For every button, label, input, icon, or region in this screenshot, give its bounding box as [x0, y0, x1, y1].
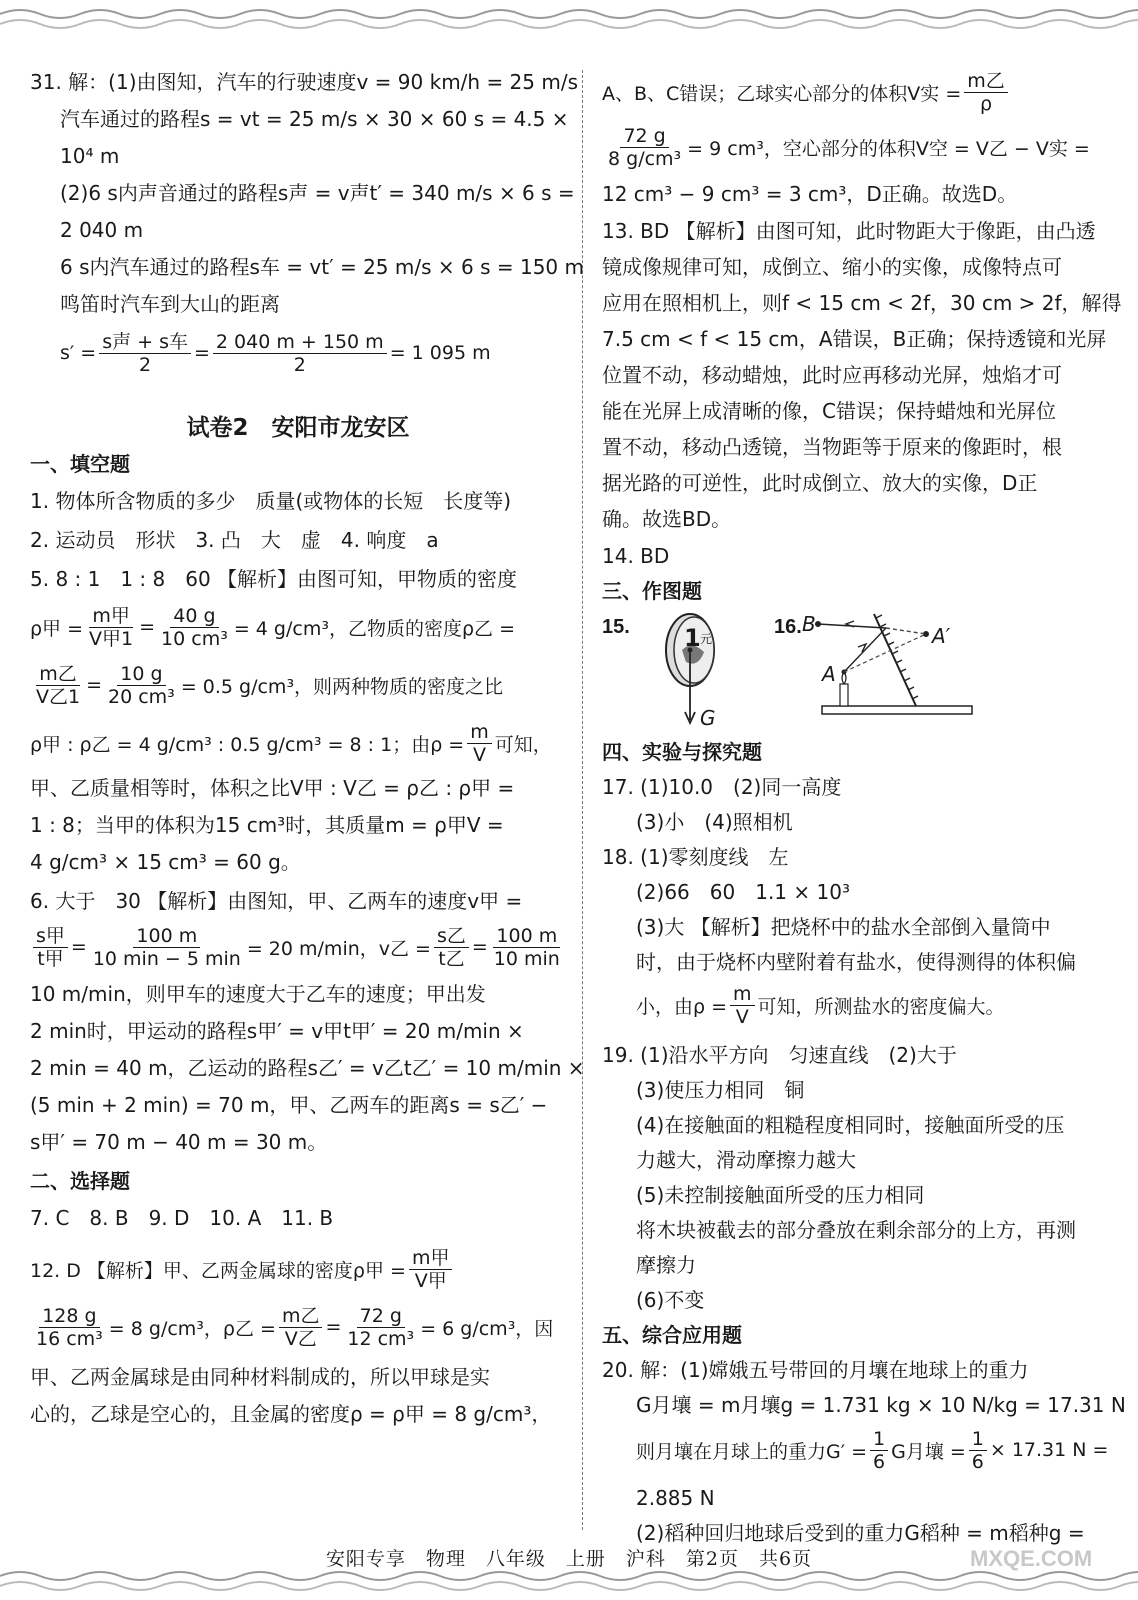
q18-line-2: (2)66 60 1.1 × 10³	[636, 880, 850, 904]
gravity-label: G	[700, 706, 716, 730]
page-footer: 安阳专享 物理 八年级 上册 沪科 第2页 共6页	[325, 1548, 813, 1570]
fraction: m乙 ρ	[964, 70, 1008, 115]
fraction: $\frac{m}{V}$	[467, 721, 492, 766]
q31-line-2: 汽车通过的路程s = vt = 25 m/s × 30 × 60 s = 4.5 ×	[60, 107, 569, 131]
bottom-wave-border	[0, 1564, 1138, 1598]
fraction: $\frac{1}{6}$	[969, 1428, 987, 1473]
q5-formula-3: ρ甲 : ρ乙 = 4 g/cm³ : 0.5 g/cm³ = 8 : 1；由ρ = $\frac{m}{V}$ 可知，	[30, 720, 552, 766]
q18-line-3: (3)大 【解析】把烧杯中的盐水全部倒入量筒中	[636, 915, 1051, 939]
point-a-label: A	[822, 662, 836, 686]
q12-tail-2: 心的，乙球是空心的，且金属的密度ρ = ρ甲 = 8 g/cm³，	[30, 1402, 552, 1426]
fraction: s声 + s车 2	[99, 331, 191, 376]
q31-formula: s′ = s声 + s车 2 = $\frac{2 040 m + 150 m}{2}$ = 1 095 m	[60, 330, 491, 376]
q19-line-3: (4)在接触面的粗糙程度相同时，接触面所受的压	[636, 1113, 1065, 1137]
q12-formula: $\frac{128 g}{\text{16 cm³}}$ = 8 g/cm³，ρ乙 = m乙 V乙 = $\frac{72 g}{\text{12 cm³}}$ = 6 g/cm³，因	[30, 1297, 566, 1357]
q12-tail-1: 甲、乙两金属球是由同种材料制成的，所以甲球是实	[30, 1365, 490, 1389]
fraction: $\frac{m}{V}$	[730, 983, 755, 1028]
section-fill-blank: 一、填空题	[30, 452, 130, 476]
fraction: m乙 V乙	[279, 1305, 323, 1350]
q13-line-8: 据光路的可逆性，此时成倒立、放大的实像，D正	[602, 471, 1038, 495]
q13-line-3: 应用在照相机上，则f < 15 cm < 2f，30 cm > 2f，解得	[602, 291, 1122, 315]
q5-tail-2: 1 : 8；当甲的体积为15 cm³时，其质量m = ρ甲V =	[30, 813, 504, 837]
q31-line-7: 鸣笛时汽车到大山的距离	[60, 292, 280, 316]
q20-line-1: 20. 解：(1)嫦娥五号带回的月壤在地球上的重力	[602, 1358, 1029, 1382]
q6-head: 6. 大于 30 【解析】由图知，甲、乙两车的速度v甲 =	[30, 889, 523, 913]
q19-line-6: 将木块被截去的部分叠放在剩余部分的上方，再测	[636, 1218, 1076, 1242]
fraction: $\frac{72 g}{\text{8 g/cm³}}$	[608, 124, 682, 170]
coin-digit: 1	[684, 624, 701, 652]
q13-line-5: 位置不动，移动蜡烛，此时应再移动光屏，烛焰才可	[602, 363, 1062, 387]
q19-line-2: (3)使压力相同 铜	[636, 1078, 805, 1102]
q31-line-1: 31. 解：(1)由图知，汽车的行驶速度v = 90 km/h = 25 m/s	[30, 70, 579, 94]
q12-cont-end: 12 cm³ − 9 cm³ = 3 cm³，D正确。故选D。	[602, 182, 1018, 206]
section-choice: 二、选择题	[30, 1169, 130, 1193]
q12-cont-formula: $\frac{72 g}{\text{8 g/cm³}}$ = 9 cm³，空心部分的体积V空 = V乙 − V实 =	[602, 118, 1122, 176]
q1: 1. 物体所含物质的多少 质量(或物体的长短 长度等)	[30, 489, 512, 513]
coin-char: 元	[700, 632, 713, 646]
q6-tail-1: 10 m/min，则甲车的速度大于乙车的速度；甲出发	[30, 982, 486, 1006]
q19-line-7: 摩擦力	[636, 1253, 696, 1277]
q18-formula: 小，由ρ = $\frac{m}{V}$ 可知，所测盐水的密度偏大。	[636, 982, 1005, 1028]
q17-line-1: 17. (1)10.0 (2)同一高度	[602, 775, 842, 799]
fraction: m乙 V乙1	[36, 662, 81, 708]
fraction: m甲 V甲	[409, 1247, 453, 1292]
q13-line-9: 确。故选BD。	[602, 507, 732, 531]
q7-11: 7. C 8. B 9. D 10. A 11. B	[30, 1206, 334, 1230]
q18-line-1: 18. (1)零刻度线 左	[602, 845, 789, 869]
point-b-label: B	[802, 612, 816, 636]
q31-block	[30, 70, 584, 383]
q20-tail-1: 2.885 N	[636, 1486, 715, 1510]
fraction: $\frac{1}{6}$	[870, 1428, 888, 1473]
q5-tail-3: 4 g/cm³ × 15 cm³ = 60 g。	[30, 850, 301, 874]
section-experiment: 四、实验与探究题	[602, 740, 762, 764]
q6-formula: s甲 t甲 = 100 m 10 min − 5 min = 20 m/min，v乙 = s乙 t乙 = 100 m 10 min	[30, 918, 566, 976]
point-a-prime-label: A′	[932, 624, 951, 648]
fraction: s甲 t甲	[33, 925, 68, 970]
q16-label: 16.	[774, 616, 802, 638]
q5-tail-1: 甲、乙质量相等时，体积之比V甲 : V乙 = ρ乙 : ρ甲 =	[30, 776, 515, 800]
q19-line-1: 19. (1)沿水平方向 匀速直线 (2)大于	[602, 1043, 957, 1067]
q31-line-3: 10⁴ m	[60, 144, 120, 168]
q6-tail-3: 2 min = 40 m，乙运动的路程s乙′ = v乙t乙′ = 10 m/min ×	[30, 1056, 585, 1080]
q31-line-4: (2)6 s内声音通过的路程s声 = v声t′ = 340 m/s × 6 s =	[60, 181, 575, 205]
q13-line-2: 镜成像规律可知，成倒立、缩小的实像，成像特点可	[602, 255, 1062, 279]
q5-head: 5. 8 : 1 1 : 8 60 【解析】由图可知，甲物质的密度	[30, 567, 518, 591]
q18-line-4: 时，由于烧杯内壁附着有盐水，使得测得的体积偏	[636, 950, 1076, 974]
q5-formula-1: ρ甲 = m甲 V甲1 = $\frac{40 g}{\text{10 cm³}}$ = 4 g/cm³，乙物质的密度ρ乙 =	[30, 604, 515, 650]
left-column	[30, 70, 585, 1427]
q20-formula: 则月壤在月球上的重力G′ = $\frac{1}{6}$ G月壤 = $\frac{1}{6}$ × 17.31 N =	[636, 1427, 1109, 1473]
fraction: 100 m 10 min	[493, 924, 560, 970]
q13-line-7: 置不动，移动凸透镜，当物距等于原来的像距时，根	[602, 435, 1062, 459]
q2-4: 2. 运动员 形状 3. 凸 大 虚 4. 响度 a	[30, 528, 439, 552]
column-divider	[582, 70, 583, 1530]
section-application: 五、综合应用题	[602, 1323, 742, 1347]
q13-line-4: 7.5 cm < f < 15 cm，A错误，B正确；保持透镜和光屏	[602, 327, 1107, 351]
q6-tail-2: 2 min时，甲运动的路程s甲′ = v甲t甲′ = 20 m/min ×	[30, 1019, 524, 1043]
q19-line-4: 力越大，滑动摩擦力越大	[636, 1148, 856, 1172]
section-drawing: 三、作图题	[602, 579, 702, 603]
q17-line-2: (3)小 (4)照相机	[636, 810, 793, 834]
q15-label: 15.	[602, 616, 630, 638]
fraction: $\frac{2 040 m + 150 m}{2}$	[213, 331, 387, 376]
q20-tail-2: (2)稻种回归地球后受到的重力G稻种 = m稻种g =	[636, 1521, 1085, 1545]
watermark: MXQE.COM	[970, 1546, 1093, 1571]
q5-formula-2: m乙 V乙1 = $\frac{10 g}{\text{20 cm³}}$ = 0.5 g/cm³，则两种物质的密度之比	[30, 656, 566, 714]
q20-line-2: G月壤 = m月壤g = 1.731 kg × 10 N/kg = 17.31 N	[636, 1393, 1126, 1417]
fraction: s乙 t乙	[434, 925, 469, 970]
fraction: 100 m 10 min − 5 min	[92, 924, 241, 970]
q31-line-5: 2 040 m	[60, 218, 144, 242]
exam-title: 试卷2 安阳市龙安区	[186, 415, 410, 441]
q12-cont-head: A、B、C错误；乙球实心部分的体积V实 = m乙 ρ	[602, 66, 1122, 118]
fraction: m甲 V甲1	[89, 604, 134, 650]
q13-line-1: 13. BD 【解析】由图可知，此时物距大于像距，由凸透	[602, 219, 1096, 243]
fraction: $\frac{40 g}{\text{10 cm³}}$	[161, 604, 228, 650]
q6-tail-4: (5 min + 2 min) = 70 m，甲、乙两车的距离s = s乙′ −	[30, 1093, 548, 1117]
q14: 14. BD	[602, 544, 670, 568]
right-column	[602, 69, 1126, 1546]
mirror-reflection-figure	[802, 610, 1122, 730]
top-wave-border	[0, 4, 1138, 38]
q6-tail-5: s甲′ = 70 m − 40 m = 30 m。	[30, 1130, 328, 1154]
fraction: $\frac{128 g}{\text{16 cm³}}$	[36, 1304, 103, 1350]
fraction: $\frac{10 g}{\text{20 cm³}}$	[108, 662, 175, 708]
q19-line-8: (6)不变	[636, 1288, 705, 1312]
drawing-figures	[602, 610, 1122, 738]
q19-line-5: (5)未控制接触面所受的压力相同	[636, 1183, 925, 1207]
q31-line-6: 6 s内汽车通过的路程s车 = vt′ = 25 m/s × 6 s = 150 m	[60, 255, 584, 279]
q12-head: 12. D 【解析】甲、乙两金属球的密度ρ甲 = m甲 V甲	[30, 1241, 566, 1297]
q13-line-6: 能在光屏上成清晰的像，C错误；保持蜡烛和光屏位	[602, 399, 1056, 423]
fraction: $\frac{72 g}{\text{12 cm³}}$	[347, 1304, 415, 1350]
